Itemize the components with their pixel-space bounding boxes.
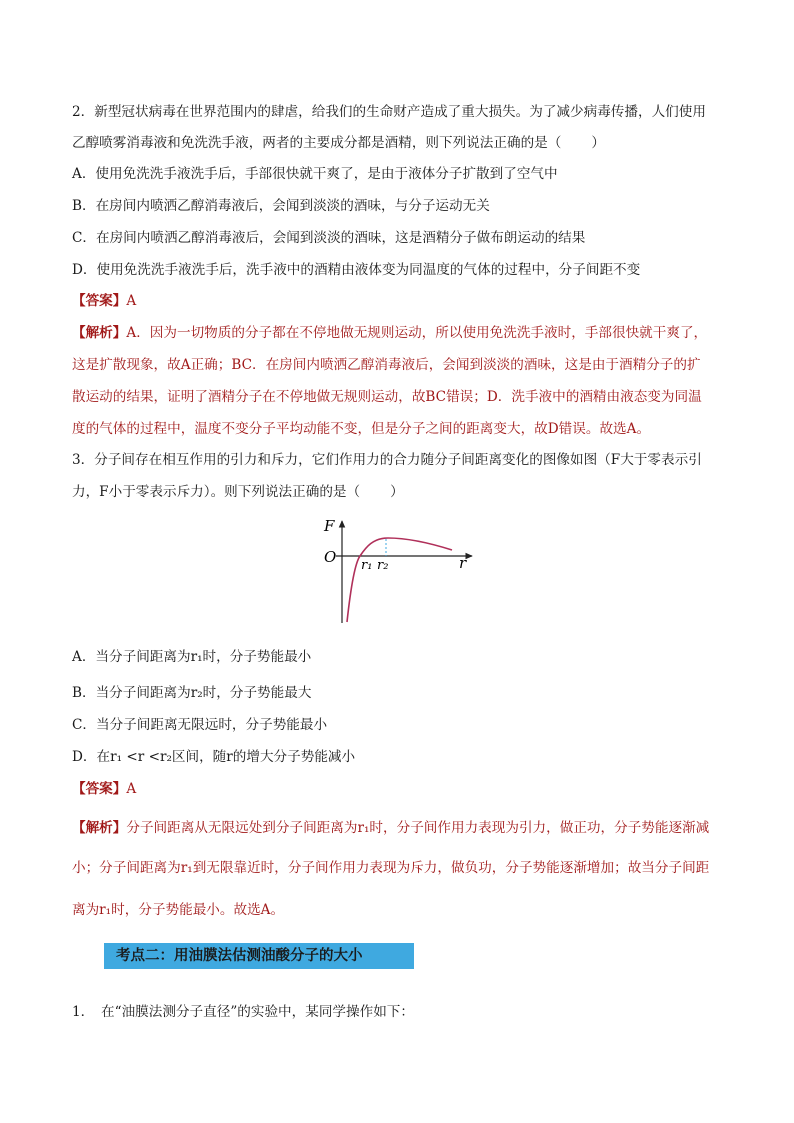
answer-value: A xyxy=(126,781,137,797)
r-axis-label: r xyxy=(459,554,467,572)
q3-stem-line1: 3．分子间存在相互作用的引力和斥力，它们作用力的合力随分子间距离变化的图像如图（F大于零表示引 xyxy=(72,452,702,468)
force-distance-graph xyxy=(318,515,478,627)
q1-stem-line1: 1． 在“油膜法测分子直径”的实验中，某同学操作如下： xyxy=(72,1004,414,1020)
section-header xyxy=(104,943,414,969)
q3-option-b: B．当分子间距离为r₂时，分子势能最大 xyxy=(72,685,312,701)
r1-label: r₁ xyxy=(361,558,373,573)
q2-stem-text: 乙醇喷雾消毒液和免洗洗手液，两者的主要成分都是酒精，则下列说法正确的是（ xyxy=(72,135,562,151)
q3-stem-close: ） xyxy=(390,484,404,500)
q3-option-a: A．当分子间距离为r₁时，分子势能最小 xyxy=(72,649,312,665)
q3-option-c: C．当分子间距离无限远时，分子势能最小 xyxy=(72,717,328,733)
q2-analysis-line4: 度的气体的过程中，温度不变分子平均动能不变，但是分子之间的距离变大，故D错误。故选A。 xyxy=(72,421,651,437)
q2-stem-line1: 2．新型冠状病毒在世界范围内的肆虐，给我们的生命财产造成了重大损失。为了减少病毒传播，人们使用 xyxy=(72,104,706,120)
q3-answer xyxy=(72,779,722,799)
analysis-text: 分子间距离从无限远处到分子间距离为r₁时，分子间作用力表现为引力，做正功，分子势能逐渐减 xyxy=(126,820,710,836)
section-title: 考点二：用油膜法估测油酸分子的大小 xyxy=(116,948,363,964)
answer-tag: 【答案】 xyxy=(72,293,127,309)
answer-tag: 【答案】 xyxy=(72,781,127,797)
f-axis-label: F xyxy=(324,517,335,535)
answer-value: A xyxy=(126,293,137,309)
q2-option-c: C．在房间内喷洒乙醇消毒液后，会闻到淡淡的酒味，这是酒精分子做布朗运动的结果 xyxy=(72,230,586,246)
analysis-tag: 【解析】 xyxy=(72,820,127,836)
q3-stem-line2 xyxy=(72,482,722,502)
q2-analysis-line3: 散运动的结果，证明了酒精分子在不停地做无规则运动，故BC错误；D．洗手液中的酒精由液态变为同温 xyxy=(72,389,702,405)
q2-option-a: A．使用免洗洗手液洗手后，手部很快就干爽了，是由于液体分子扩散到了空气中 xyxy=(72,166,558,182)
analysis-tag: 【解析】 xyxy=(72,325,127,341)
q2-answer xyxy=(72,291,722,311)
q3-option-d: D．在r₁ <r <r₂区间，随r的增大分子势能减小 xyxy=(72,749,356,765)
q2-stem-close: ） xyxy=(591,135,605,151)
q3-analysis-line3: 离为r₁时，分子势能最小。故选A。 xyxy=(72,902,285,918)
r2-label: r₂ xyxy=(377,558,389,573)
force-curve xyxy=(347,538,452,622)
q2-analysis-line1 xyxy=(72,323,722,343)
q3-analysis-line1 xyxy=(72,818,722,838)
q2-analysis-line2: 这是扩散现象，故A正确；BC．在房间内喷洒乙醇消毒液后，会闻到淡淡的酒味，这是由于酒精分子的扩 xyxy=(72,357,701,373)
q3-analysis-line2: 小；分子间距离为r₁到无限靠近时，分子间作用力表现为斥力，做负功，分子势能逐渐增加；故当分子间距 xyxy=(72,860,710,876)
origin-label: O xyxy=(324,548,337,566)
q2-option-b: B．在房间内喷洒乙醇消毒液后，会闻到淡淡的酒味，与分子运动无关 xyxy=(72,198,490,214)
q2-option-d: D．使用免洗洗手液洗手后，洗手液中的酒精由液体变为同温度的气体的过程中，分子间距不变 xyxy=(72,262,641,278)
analysis-text: A．因为一切物质的分子都在不停地做无规则运动，所以使用免洗洗手液时，手部很快就干爽了， xyxy=(126,325,708,341)
q2-stem-line2 xyxy=(72,133,722,153)
q3-stem-text: 力，F小于零表示斥力）。则下列说法正确的是（ xyxy=(72,484,361,500)
